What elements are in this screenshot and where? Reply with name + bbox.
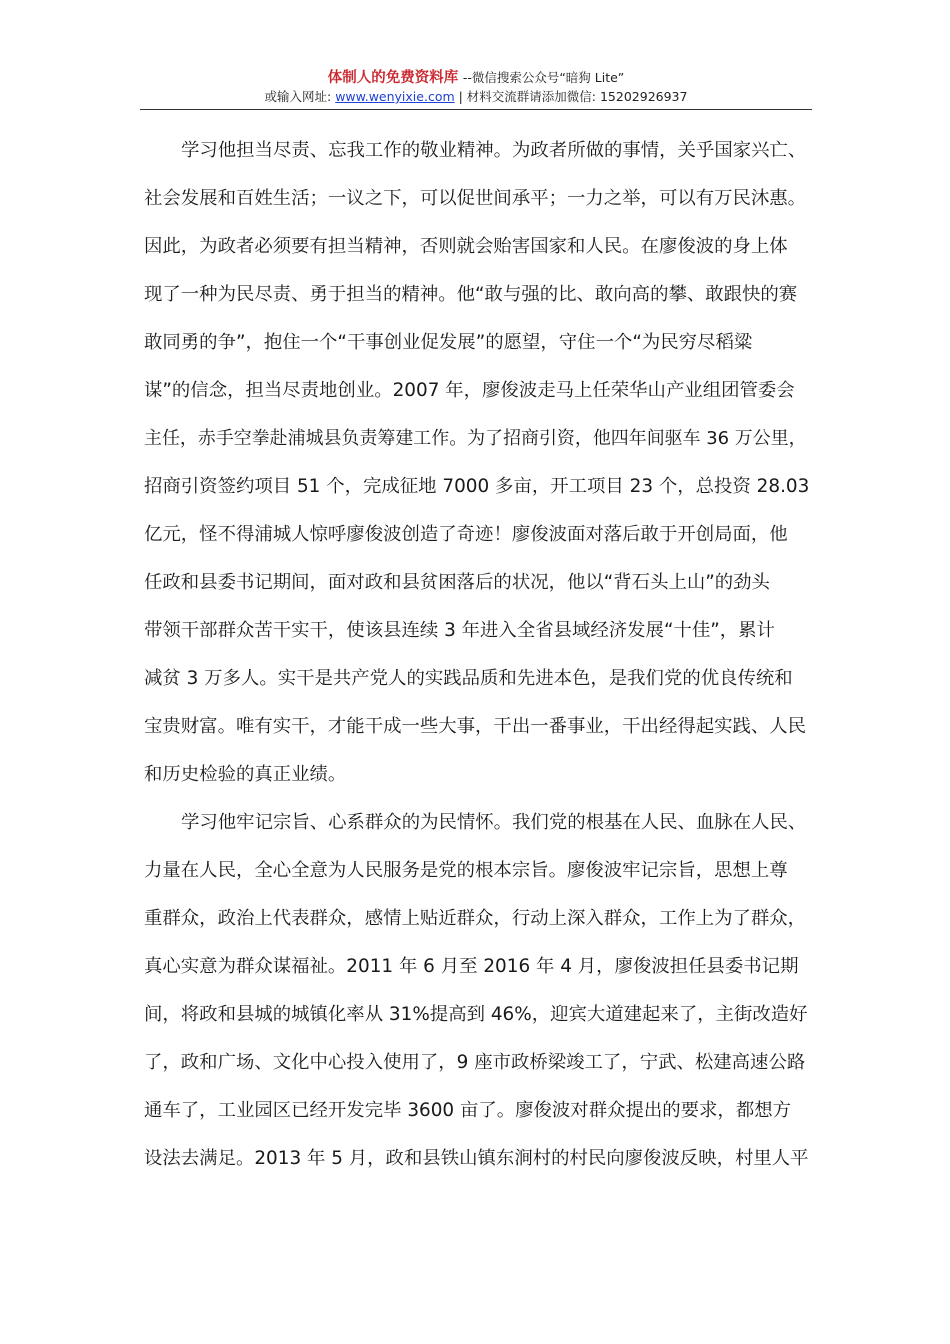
- text-line: 间，将政和县城的城镇化率从 31%提高到 46%，迎宾大道建起来了，主街改造好: [144, 1004, 808, 1025]
- text-line: 和历史检验的真正业绩。: [144, 764, 347, 785]
- text-line: 社会发展和百姓生活；一议之下，可以促世间承平；一力之举，可以有万民沐惠。: [144, 188, 807, 209]
- text-line: 通车了，工业园区已经开发完毕 3600 亩了。廖俊波对群众提出的要求，都想方: [144, 1100, 791, 1121]
- text-line: 学习他担当尽责、忘我工作的敬业精神。为政者所做的事情，关乎国家兴亡、: [181, 140, 807, 161]
- text-line: 因此，为政者必须要有担当精神，否则就会贻害国家和人民。在廖俊波的身上体: [144, 236, 788, 257]
- text-line: 真心实意为群众谋福祉。2011 年 6 月至 2016 年 4 月，廖俊波担任县委书记期: [144, 956, 799, 977]
- text-line: 敢同勇的争”，抱住一个“干事创业促发展”的愿望，守住一个“为民穷尽稻粱: [144, 332, 753, 353]
- page-header: [140, 68, 812, 106]
- header-info-line: [140, 88, 812, 106]
- text-line: 亿元，怪不得浦城人惊呼廖俊波创造了奇迹！廖俊波面对落后敢于开创局面，他: [144, 524, 788, 545]
- text-line: 力量在人民，全心全意为人民服务是党的根本宗旨。廖俊波牢记宗旨，思想上尊: [144, 860, 788, 881]
- header-title: 体制人的免费资料库: [327, 70, 459, 86]
- header-url-prefix: 或输入网址:: [264, 89, 336, 104]
- header-url-link[interactable]: www.wenyixie.com: [335, 89, 455, 104]
- header-subtitle: --微信搜索公众号“暗狗 Lite”: [462, 70, 625, 85]
- text-line: 了，政和广场、文化中心投入使用了，9 座市政桥梁竣工了，宁武、松建高速公路: [144, 1052, 806, 1073]
- text-line: 招商引资签约项目 51 个，完成征地 7000 多亩，开工项目 23 个，总投资 28.03: [144, 476, 810, 497]
- text-line: 主任，赤手空拳赴浦城县负责筹建工作。为了招商引资，他四年间驱车 36 万公里，: [144, 428, 807, 449]
- text-line: 重群众，政治上代表群众，感情上贴近群众，行动上深入群众，工作上为了群众，: [144, 908, 807, 929]
- text-line: 带领干部群众苦干实干，使该县连续 3 年进入全省县域经济发展“十佳”，累计: [144, 620, 775, 641]
- header-divider: [140, 109, 812, 110]
- document-body: [144, 127, 810, 1183]
- text-line: 任政和县委书记期间，面对政和县贫困落后的状况，他以“背石头上山”的劲头: [144, 572, 770, 593]
- text-line: 学习他牢记宗旨、心系群众的为民情怀。我们党的根基在人民、血脉在人民、: [181, 812, 807, 833]
- text-line: 谋”的信念，担当尽责地创业。2007 年，廖俊波走马上任荣华山产业组团管委会: [144, 380, 795, 401]
- text-line: 减贫 3 万多人。实干是共产党人的实践品质和先进本色，是我们党的优良传统和: [144, 668, 793, 689]
- text-line: 宝贵财富。唯有实干，才能干成一些大事，干出一番事业，干出经得起实践、人民: [144, 716, 807, 737]
- text-line: 现了一种为民尽责、勇于担当的精神。他“敢与强的比、敢向高的攀、敢跟快的赛: [144, 284, 798, 305]
- text-line: 设法去满足。2013 年 5 月，政和县铁山镇东涧村的村民向廖俊波反映，村里人平: [144, 1148, 809, 1169]
- header-title-line: [140, 68, 812, 88]
- header-contact: | 材料交流群请添加微信: 15202926937: [454, 89, 688, 104]
